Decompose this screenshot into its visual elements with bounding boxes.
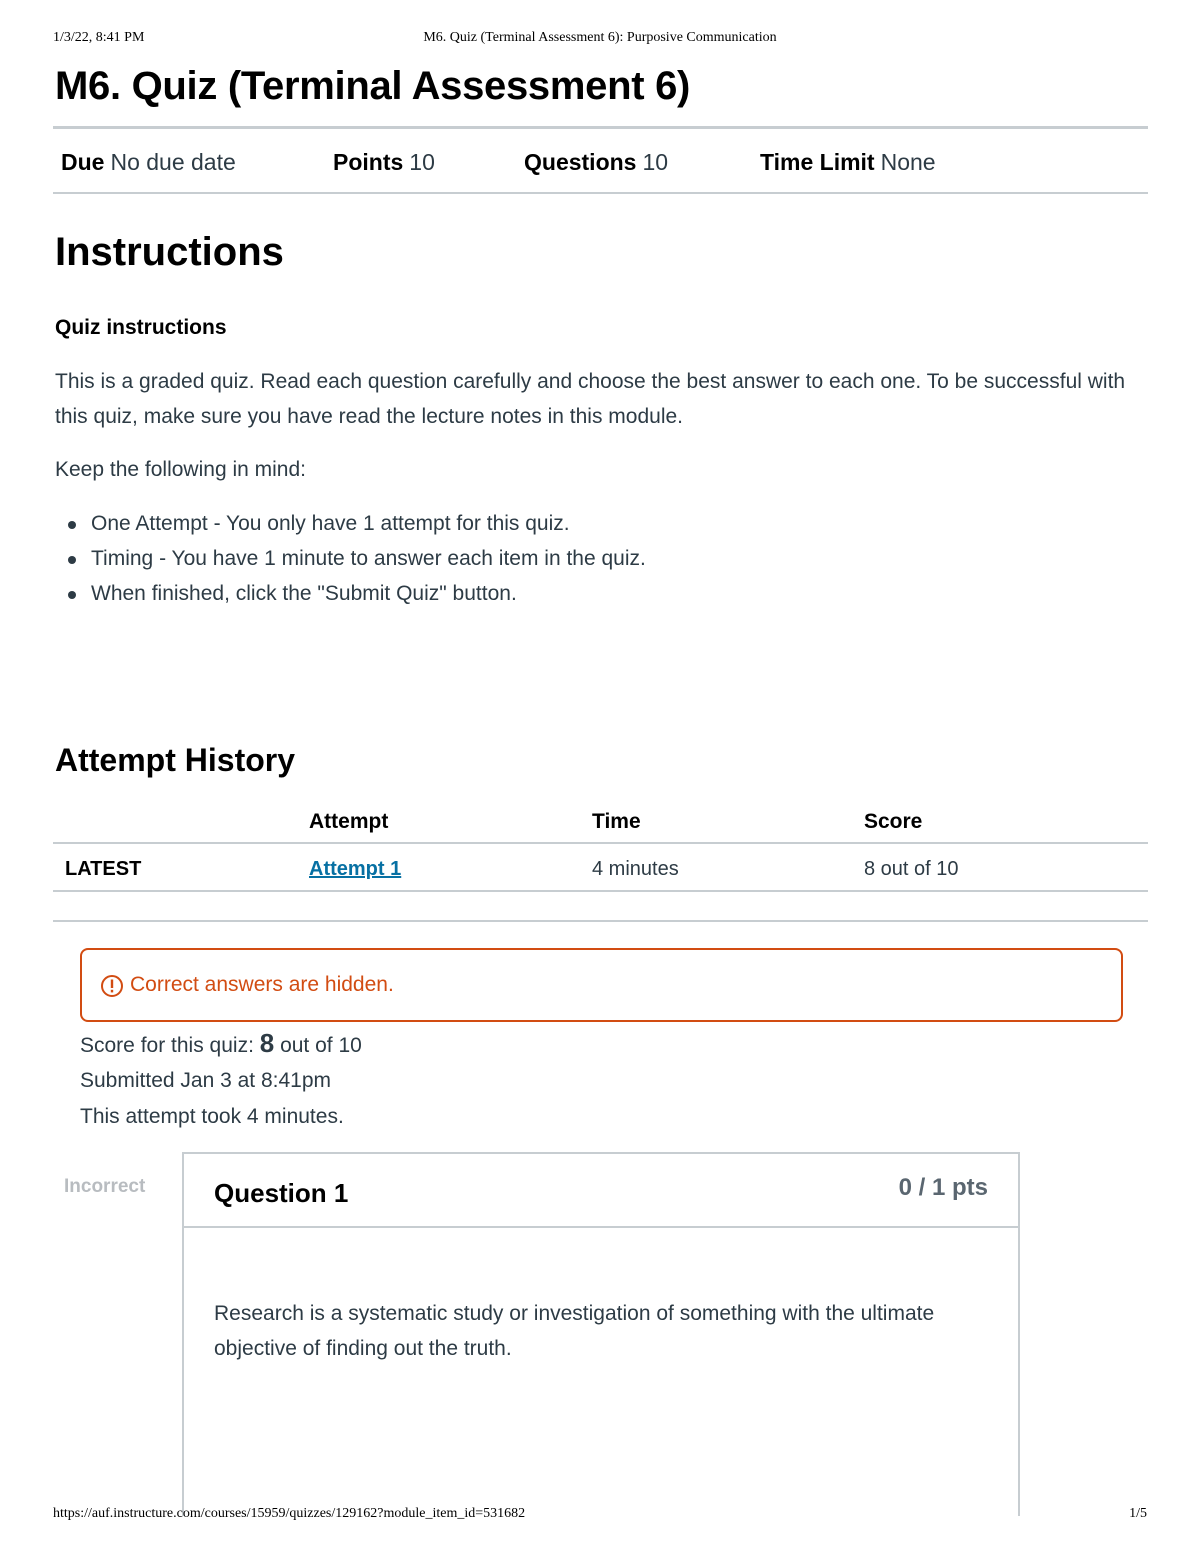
column-header-score: Score: [864, 810, 923, 833]
question-title: Question 1: [214, 1178, 349, 1208]
score-suffix: out of 10: [280, 1034, 362, 1057]
instructions-heading: Instructions: [55, 230, 284, 274]
latest-label: LATEST: [65, 858, 142, 880]
questions-value: 10: [642, 149, 669, 175]
section-divider: [53, 920, 1148, 922]
table-row: [53, 844, 1148, 892]
question-card: [182, 1152, 1020, 1512]
list-item: One Attempt - You only have 1 attempt for this quiz.: [55, 506, 646, 541]
points-label: Points: [333, 149, 404, 175]
time-limit-label: Time Limit: [760, 149, 875, 175]
instructions-paragraph: This is a graded quiz. Read each question carefully and choose the best answer to each one. To be successful with this quiz, make sure you have read the lecture notes in this module.: [55, 370, 1126, 428]
print-header: [53, 30, 1147, 50]
question-body: [182, 1226, 1020, 1516]
page-title: M6. Quiz (Terminal Assessment 6): [55, 64, 691, 108]
quiz-details-bar: [53, 126, 1148, 194]
column-header-time: Time: [592, 810, 641, 833]
attempt-score: 8 out of 10: [864, 858, 959, 880]
question-status-badge: Incorrect: [64, 1176, 146, 1197]
print-footer: [53, 1506, 1147, 1526]
score-prefix: Score for this quiz:: [80, 1034, 254, 1057]
print-date: 1/3/22, 8:41 PM: [53, 30, 145, 45]
list-item: Timing - You have 1 minute to answer each item in the quiz.: [55, 541, 646, 576]
page-number: 1/5: [1129, 1506, 1147, 1521]
time-limit: [760, 149, 936, 176]
time-limit-value: None: [880, 149, 936, 175]
print-url: https://auf.instructure.com/courses/15959/quizzes/129162?module_item_id=531682: [53, 1506, 526, 1521]
submitted-time: Submitted Jan 3 at 8:41pm: [80, 1069, 331, 1092]
attempt-time: 4 minutes: [592, 858, 679, 880]
alert-message: Correct answers are hidden.: [130, 973, 394, 996]
instructions-list: [55, 506, 646, 611]
question-text: Research is a systematic study or investigation of something with the ultimate objective of finding out the truth.: [214, 1302, 935, 1360]
column-header-attempt: Attempt: [309, 810, 389, 833]
keep-in-mind-text: Keep the following in mind:: [55, 458, 306, 481]
print-document-title: M6. Quiz (Terminal Assessment 6): Purposive Communication: [423, 30, 777, 45]
due-date: [61, 149, 236, 176]
attempt-history-heading: Attempt History: [55, 742, 296, 778]
score-value: 8: [259, 1028, 275, 1058]
due-value: No due date: [110, 149, 236, 175]
attempt-history-table: [53, 800, 1148, 892]
question-points: 0 / 1 pts: [898, 1174, 988, 1201]
hidden-answers-alert: [80, 948, 1123, 1022]
points-value: 10: [409, 149, 435, 175]
quiz-instructions-subheading: Quiz instructions: [55, 316, 227, 339]
attempt-duration: This attempt took 4 minutes.: [80, 1105, 344, 1128]
points: [333, 149, 435, 176]
question-header: [182, 1152, 1020, 1228]
table-header-row: [53, 800, 1148, 844]
warning-circle-icon: [100, 974, 124, 998]
due-label: Due: [61, 149, 105, 175]
attempt-1-link[interactable]: Attempt 1: [309, 858, 402, 880]
list-item: When finished, click the "Submit Quiz" button.: [55, 576, 646, 611]
quiz-score: [80, 1028, 362, 1059]
questions-count: [524, 149, 668, 176]
questions-label: Questions: [524, 149, 637, 175]
